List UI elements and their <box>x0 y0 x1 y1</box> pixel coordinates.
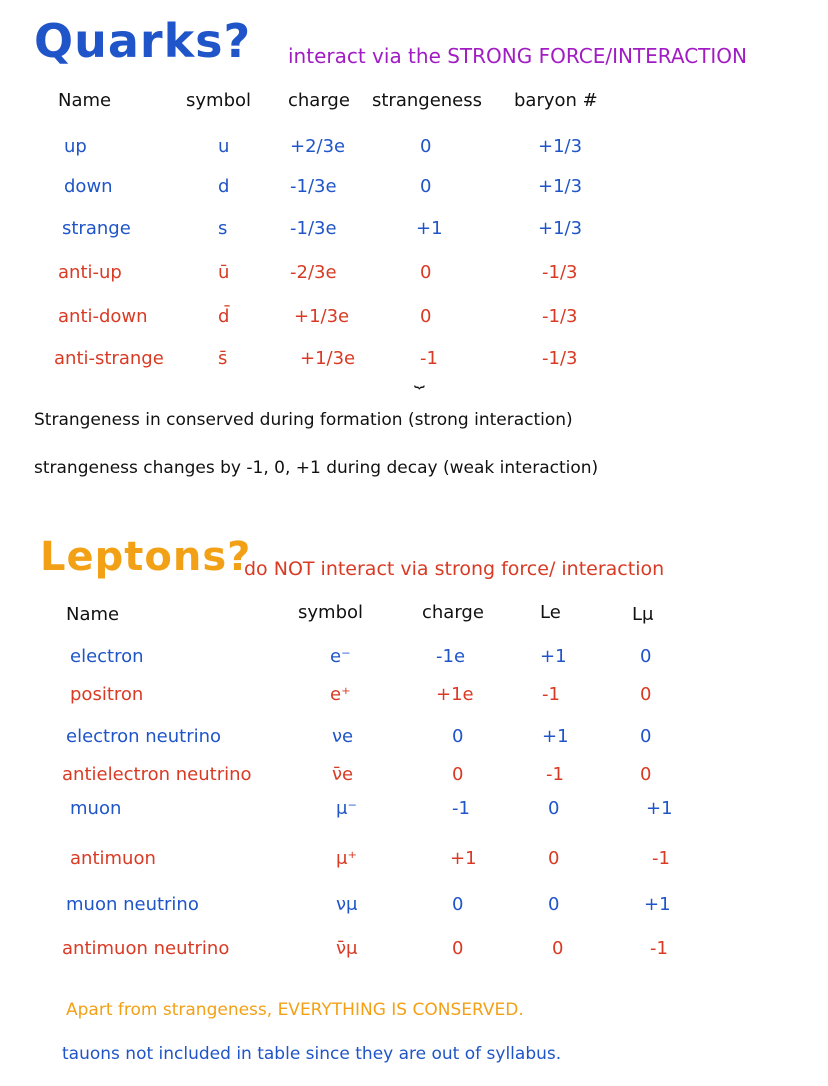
lepton-charge-cell: -1e <box>436 646 466 667</box>
lepton-charge-cell: +1 <box>450 848 477 869</box>
leptons-header-name: Name <box>66 604 120 625</box>
lepton-lmu-cell: +1 <box>646 798 673 819</box>
quark-baryon-cell: +1/3 <box>538 136 583 157</box>
lepton-le-cell: +1 <box>540 646 567 667</box>
quark-baryon-cell: -1/3 <box>542 306 578 327</box>
strangeness-brace: ⏟ <box>414 368 425 389</box>
quark-baryon-cell: -1/3 <box>542 262 578 283</box>
leptons-header-symbol: symbol <box>298 602 364 623</box>
lepton-le-cell: +1 <box>542 726 569 747</box>
quark-symbol-cell: d <box>218 176 230 197</box>
lepton-name-cell: muon <box>70 798 122 819</box>
footer-line-2: tauons not included in table since they are out of syllabus. <box>62 1044 562 1064</box>
quark-baryon-cell: +1/3 <box>538 218 583 239</box>
lepton-symbol-cell: μ⁻ <box>336 798 357 819</box>
lepton-lmu-cell: 0 <box>640 764 652 785</box>
lepton-symbol-cell: ν̄μ <box>336 938 358 959</box>
quark-strangeness-cell: 0 <box>420 262 432 283</box>
quark-symbol-cell: d̄ <box>218 306 230 327</box>
lepton-lmu-cell: 0 <box>640 726 652 747</box>
quark-charge-cell: -2/3e <box>290 262 337 283</box>
quark-name-cell: anti-down <box>58 306 148 327</box>
lepton-lmu-cell: -1 <box>652 848 670 869</box>
quark-baryon-cell: -1/3 <box>542 348 578 369</box>
quark-charge-cell: +1/3e <box>294 306 350 327</box>
lepton-symbol-cell: e⁺ <box>330 684 351 705</box>
lepton-lmu-cell: 0 <box>640 646 652 667</box>
lepton-charge-cell: 0 <box>452 764 464 785</box>
lepton-le-cell: 0 <box>552 938 564 959</box>
quark-symbol-cell: s̄ <box>218 348 228 369</box>
lepton-symbol-cell: ν̄e <box>332 764 354 785</box>
leptons-header-le: Le <box>540 602 561 623</box>
lepton-symbol-cell: μ⁺ <box>336 848 357 869</box>
quarks-header-symbol: symbol <box>186 90 252 111</box>
lepton-charge-cell: 0 <box>452 894 464 915</box>
lepton-lmu-cell: 0 <box>640 684 652 705</box>
leptons-subtitle: do NOT interact via strong force/ interaction <box>244 558 665 580</box>
footer-line-1: Apart from strangeness, EVERYTHING IS CONSERVED. <box>66 1000 524 1020</box>
quark-strangeness-cell: 0 <box>420 176 432 197</box>
quark-symbol-cell: ū <box>218 262 230 283</box>
quark-name-cell: anti-up <box>58 262 122 283</box>
quarks-note-1: Strangeness in conserved during formation (strong interaction) <box>34 410 573 430</box>
quark-symbol-cell: s <box>218 218 228 239</box>
lepton-charge-cell: +1e <box>436 684 474 705</box>
quark-strangeness-cell: 0 <box>420 306 432 327</box>
lepton-name-cell: muon neutrino <box>66 894 199 915</box>
quark-strangeness-cell: -1 <box>420 348 438 369</box>
quarks-title: Quarks? <box>34 14 252 68</box>
lepton-le-cell: 0 <box>548 894 560 915</box>
quark-name-cell: anti-strange <box>54 348 164 369</box>
quark-charge-cell: -1/3e <box>290 218 337 239</box>
lepton-le-cell: 0 <box>548 798 560 819</box>
quark-name-cell: down <box>64 176 113 197</box>
lepton-name-cell: positron <box>70 684 144 705</box>
lepton-name-cell: antimuon <box>70 848 156 869</box>
lepton-name-cell: electron <box>70 646 144 667</box>
quark-charge-cell: +1/3e <box>300 348 356 369</box>
lepton-name-cell: antimuon neutrino <box>62 938 230 959</box>
quarks-header-name: Name <box>58 90 112 111</box>
quark-charge-cell: -1/3e <box>290 176 337 197</box>
quark-strangeness-cell: 0 <box>420 136 432 157</box>
leptons-header-charge: charge <box>422 602 484 623</box>
quark-symbol-cell: u <box>218 136 230 157</box>
lepton-symbol-cell: νe <box>332 726 354 747</box>
quarks-header-baryon: baryon # <box>514 90 598 111</box>
lepton-le-cell: -1 <box>546 764 564 785</box>
lepton-name-cell: electron neutrino <box>66 726 222 747</box>
quark-baryon-cell: +1/3 <box>538 176 583 197</box>
lepton-lmu-cell: -1 <box>650 938 668 959</box>
lepton-le-cell: 0 <box>548 848 560 869</box>
leptons-title: Leptons? <box>40 534 252 580</box>
quarks-subtitle: interact via the STRONG FORCE/INTERACTION <box>288 44 748 68</box>
quark-name-cell: up <box>64 136 87 157</box>
lepton-lmu-cell: +1 <box>644 894 671 915</box>
quarks-header-strangeness: strangeness <box>372 90 483 111</box>
quark-name-cell: strange <box>62 218 131 239</box>
quarks-note-2: strangeness changes by -1, 0, +1 during decay (weak interaction) <box>34 458 599 478</box>
lepton-charge-cell: -1 <box>452 798 470 819</box>
lepton-symbol-cell: e⁻ <box>330 646 351 667</box>
leptons-header-lmu: Lμ <box>632 604 654 625</box>
quark-strangeness-cell: +1 <box>416 218 443 239</box>
lepton-le-cell: -1 <box>542 684 560 705</box>
lepton-symbol-cell: νμ <box>336 894 358 915</box>
quarks-header-charge: charge <box>288 90 350 111</box>
lepton-charge-cell: 0 <box>452 938 464 959</box>
lepton-name-cell: antielectron neutrino <box>62 764 252 785</box>
quark-charge-cell: +2/3e <box>290 136 346 157</box>
lepton-charge-cell: 0 <box>452 726 464 747</box>
